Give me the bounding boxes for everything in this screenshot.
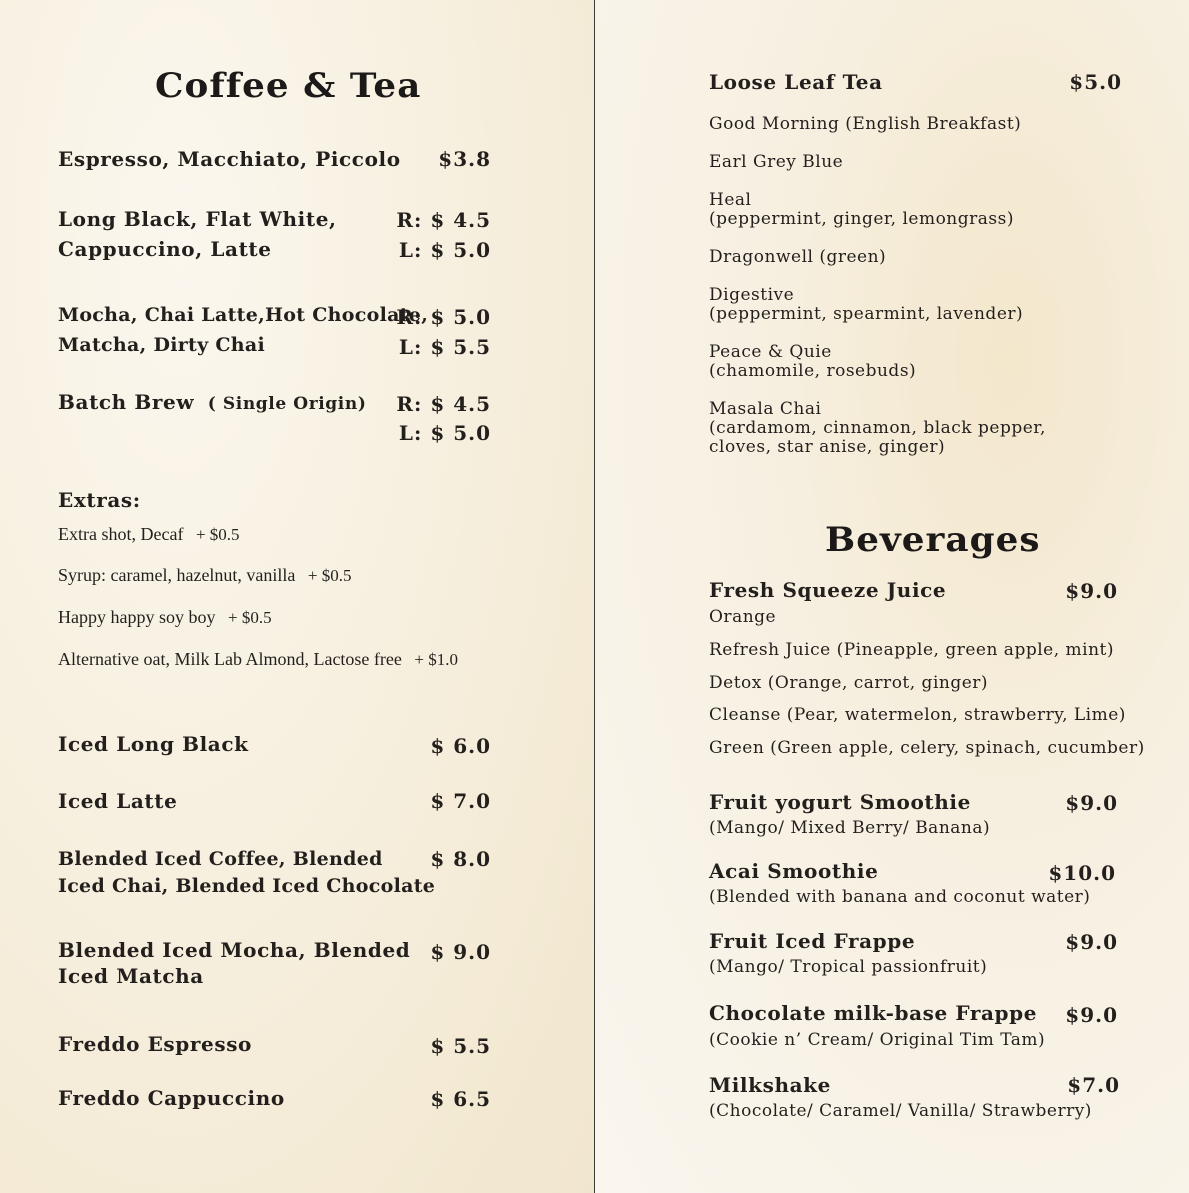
batch-brew-label: Batch Brew bbox=[58, 390, 195, 414]
extra-item bbox=[58, 647, 458, 672]
menu-item-price: $10.0 bbox=[1048, 861, 1116, 885]
tea-variety-desc: (peppermint, ginger, lemongrass) bbox=[709, 209, 1014, 229]
menu-item-price: $9.0 bbox=[1065, 1003, 1118, 1027]
right-page bbox=[595, 0, 1189, 1193]
menu-item-desc: (Blended with banana and coconut water) bbox=[709, 887, 1091, 907]
menu-item-name: Fruit yogurt Smoothie bbox=[709, 790, 971, 814]
tea-variety: Good Morning (English Breakfast) bbox=[709, 114, 1022, 134]
menu-item-name: Espresso, Macchiato, Piccolo bbox=[58, 147, 401, 171]
menu-item-name: Blended Iced Coffee, Blended bbox=[58, 848, 383, 870]
menu-item-price: $9.0 bbox=[1065, 579, 1118, 603]
tea-variety: Peace & Quie bbox=[709, 342, 832, 362]
batch-brew-note: ( Single Origin) bbox=[207, 394, 367, 414]
extra-price: + $1.0 bbox=[414, 650, 458, 669]
tea-variety-desc: (cardamom, cinnamon, black pepper, bbox=[709, 418, 1046, 438]
menu-item-name: Chocolate milk-base Frappe bbox=[709, 1001, 1038, 1025]
menu-item-price: $ 6.5 bbox=[430, 1087, 491, 1111]
tea-variety: Heal bbox=[709, 190, 752, 210]
extra-price: + $0.5 bbox=[195, 525, 240, 544]
large-price: L: $ 5.5 bbox=[398, 335, 491, 359]
extra-item bbox=[58, 563, 352, 588]
menu-item-name: Loose Leaf Tea bbox=[709, 70, 883, 94]
menu-item-price: $9.0 bbox=[1065, 791, 1118, 815]
regular-price: R: $ 5.0 bbox=[396, 305, 491, 329]
extra-name: Syrup: caramel, hazelnut, vanilla bbox=[58, 565, 296, 585]
extra-price: + $0.5 bbox=[307, 566, 352, 585]
menu-item-name: Cappuccino, Latte bbox=[58, 237, 272, 261]
menu-item-name: Freddo Cappuccino bbox=[58, 1086, 285, 1110]
regular-price: R: $ 4.5 bbox=[396, 392, 491, 416]
tea-variety-desc: (peppermint, spearmint, lavender) bbox=[709, 304, 1024, 324]
tea-variety: Dragonwell (green) bbox=[709, 247, 887, 267]
juice-option: Cleanse (Pear, watermelon, strawberry, Lime) bbox=[709, 705, 1126, 725]
menu-item-desc: (Cookie n’ Cream/ Original Tim Tam) bbox=[709, 1030, 1046, 1050]
menu-item-name: Long Black, Flat White, bbox=[58, 207, 337, 231]
large-price: L: $ 5.0 bbox=[398, 238, 491, 262]
menu-item-price: $7.0 bbox=[1067, 1073, 1120, 1097]
tea-variety-desc: cloves, star anise, ginger) bbox=[709, 437, 946, 457]
menu-item-name: Acai Smoothie bbox=[709, 859, 879, 883]
menu-item-price: $ 6.0 bbox=[430, 734, 491, 758]
extra-price: + $0.5 bbox=[227, 608, 272, 627]
extra-item bbox=[58, 605, 272, 630]
menu-item-price: $5.0 bbox=[1069, 70, 1122, 94]
large-price: L: $ 5.0 bbox=[398, 421, 491, 445]
tea-variety: Masala Chai bbox=[709, 399, 822, 419]
coffee-tea-heading: Coffee & Tea bbox=[155, 66, 422, 106]
menu-item-name: Iced Latte bbox=[58, 789, 178, 813]
menu-item-name: Matcha, Dirty Chai bbox=[58, 334, 266, 356]
juice-option: Orange bbox=[709, 607, 777, 627]
menu-item-name: Iced Matcha bbox=[58, 964, 204, 988]
extra-name: Happy happy soy boy bbox=[58, 607, 216, 627]
juice-option: Detox (Orange, carrot, ginger) bbox=[709, 673, 989, 693]
menu-item-price: $ 5.5 bbox=[430, 1034, 491, 1058]
tea-variety: Digestive bbox=[709, 285, 795, 305]
tea-variety: Earl Grey Blue bbox=[709, 152, 844, 172]
extras-heading: Extras: bbox=[58, 488, 141, 512]
menu-item-name: Mocha, Chai Latte,Hot Chocolate, bbox=[58, 304, 429, 326]
menu-item-name: Fruit Iced Frappe bbox=[709, 929, 916, 953]
menu-item-name: Fresh Squeeze Juice bbox=[709, 578, 947, 602]
menu-item-name: Milkshake bbox=[709, 1073, 831, 1097]
menu-item-price: $3.8 bbox=[438, 147, 491, 171]
menu-item-price: $ 8.0 bbox=[430, 847, 491, 871]
menu-item-name: Freddo Espresso bbox=[58, 1032, 252, 1056]
regular-price: R: $ 4.5 bbox=[396, 208, 491, 232]
menu-item-price: $ 7.0 bbox=[430, 789, 491, 813]
menu-item-desc: (Chocolate/ Caramel/ Vanilla/ Strawberry) bbox=[709, 1101, 1092, 1121]
extra-name: Alternative oat, Milk Lab Almond, Lactose free bbox=[58, 649, 402, 669]
beverages-heading: Beverages bbox=[825, 520, 1041, 560]
menu-item-desc: (Mango/ Mixed Berry/ Banana) bbox=[709, 818, 991, 838]
menu-item-price: $9.0 bbox=[1065, 930, 1118, 954]
menu-item-name: Iced Chai, Blended Iced Chocolate bbox=[58, 875, 436, 897]
extra-item bbox=[58, 522, 240, 547]
menu-item-name: Blended Iced Mocha, Blended bbox=[58, 938, 411, 962]
menu-item-desc: (Mango/ Tropical passionfruit) bbox=[709, 957, 988, 977]
tea-variety-desc: (chamomile, rosebuds) bbox=[709, 361, 917, 381]
menu-item-name bbox=[58, 387, 366, 419]
juice-option: Refresh Juice (Pineapple, green apple, mint) bbox=[709, 640, 1114, 660]
menu-item-name: Iced Long Black bbox=[58, 732, 249, 756]
extra-name: Extra shot, Decaf bbox=[58, 524, 184, 544]
juice-option: Green (Green apple, celery, spinach, cucumber) bbox=[709, 738, 1145, 758]
menu-item-price: $ 9.0 bbox=[430, 940, 491, 964]
